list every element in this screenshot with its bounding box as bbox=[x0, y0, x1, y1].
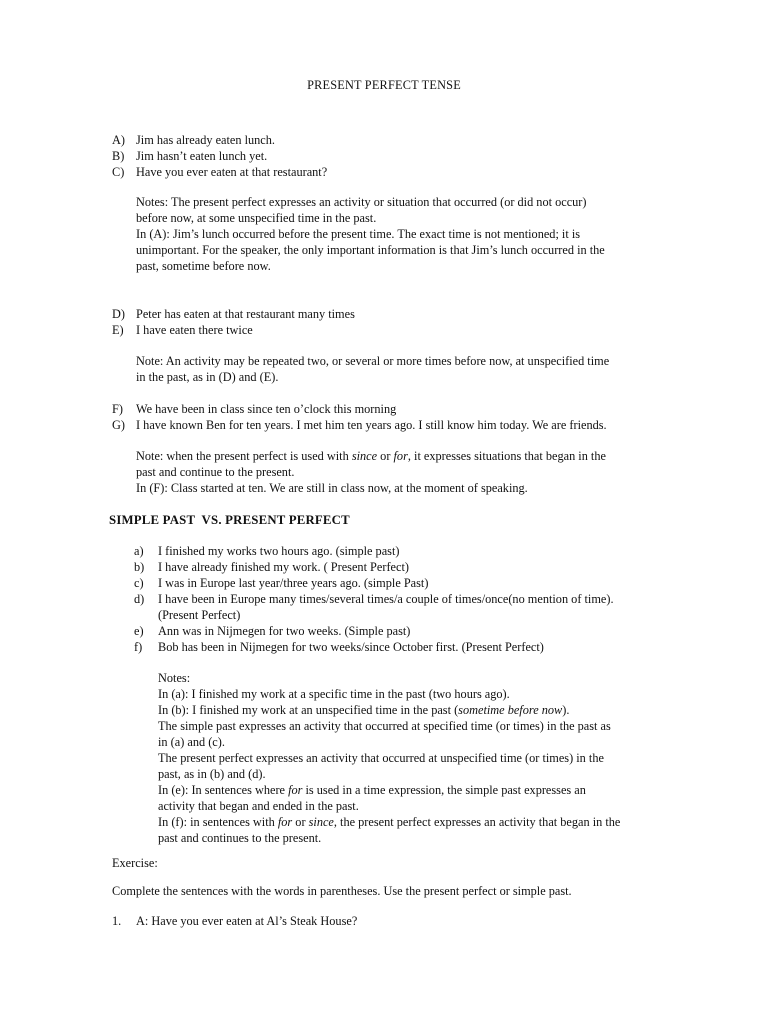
note-line: past, sometime before now. bbox=[136, 259, 271, 273]
exercise-instruction: Complete the sentences with the words in parentheses. Use the present perfect or simple past. bbox=[112, 884, 572, 898]
sub-item-label: b) bbox=[134, 560, 145, 574]
note-line: activity that began and ended in the past. bbox=[158, 799, 359, 813]
example-d bbox=[112, 306, 355, 322]
notes-title: Notes: bbox=[158, 671, 191, 685]
sub-item-label: e) bbox=[134, 624, 144, 638]
note-line: past and continues to the present. bbox=[158, 831, 322, 845]
example-label: F) bbox=[112, 402, 123, 416]
note-line: Note: An activity may be repeated two, or several or more times before now, at unspecified time bbox=[136, 354, 610, 368]
italic-for: for bbox=[288, 783, 303, 797]
note-line: Notes: The present perfect expresses an activity or situation that occurred (or did not occur) bbox=[136, 195, 587, 209]
question-number: 1. bbox=[112, 914, 122, 928]
example-text: Jim hasn’t eaten lunch yet. bbox=[136, 149, 268, 163]
italic-for: for bbox=[393, 449, 408, 463]
note-line: In (F): Class started at ten. We are still in class now, at the moment of speaking. bbox=[136, 481, 528, 495]
example-a bbox=[112, 132, 275, 148]
example-c bbox=[112, 164, 327, 180]
note-line: Note: when the present perfect is used with since or for, it expresses situations that began in the bbox=[136, 449, 606, 463]
exercise-title: Exercise: bbox=[112, 856, 158, 870]
note-line: before now, at some unspecified time in the past. bbox=[136, 211, 377, 225]
example-text: I have known Ben for ten years. I met him ten years ago. I still know him today. We are friends. bbox=[136, 418, 607, 432]
sub-item-text: Bob has been in Nijmegen for two weeks/since October first. (Present Perfect) bbox=[158, 640, 544, 654]
sub-item-b bbox=[134, 559, 409, 575]
example-text: Jim has already eaten lunch. bbox=[136, 133, 275, 147]
sub-item-label: a) bbox=[134, 544, 144, 558]
sub-item-text: I have been in Europe many times/several times/a couple of times/once(no mention of time). bbox=[158, 592, 614, 606]
note-line: in (a) and (c). bbox=[158, 735, 225, 749]
note-line: In (f): in sentences with for or since, the present perfect expresses an activity that began in the bbox=[158, 815, 621, 829]
sub-item-text: Ann was in Nijmegen for two weeks. (Simple past) bbox=[158, 624, 411, 638]
note-line: In (a): I finished my work at a specific time in the past (two hours ago). bbox=[158, 687, 510, 701]
exercise-question-1 bbox=[112, 913, 357, 929]
italic-for: for bbox=[277, 815, 293, 829]
italic-since: since bbox=[351, 449, 378, 463]
notes-group-3 bbox=[136, 448, 676, 496]
sub-item-label: d) bbox=[134, 592, 145, 606]
example-text: I have eaten there twice bbox=[136, 323, 253, 337]
example-text: Have you ever eaten at that restaurant? bbox=[136, 165, 328, 179]
sub-item-d bbox=[134, 591, 614, 607]
notes-section-2 bbox=[158, 670, 688, 846]
example-label: G) bbox=[112, 418, 125, 432]
sub-item-c bbox=[134, 575, 428, 591]
note-line: In (b): I finished my work at an unspecified time in the past (sometime before now). bbox=[158, 703, 570, 717]
sub-item-a bbox=[134, 543, 399, 559]
example-label: E) bbox=[112, 323, 124, 337]
example-label: A) bbox=[112, 133, 125, 147]
section-heading: SIMPLE PAST VS. PRESENT PERFECT bbox=[109, 513, 350, 527]
example-b bbox=[112, 148, 267, 164]
example-g bbox=[112, 417, 607, 433]
italic-since: since bbox=[308, 815, 334, 829]
note-line: The present perfect expresses an activity that occurred at unspecified time (or times) in the bbox=[158, 751, 604, 765]
italic-phrase: sometime before now bbox=[458, 703, 563, 717]
example-label: B) bbox=[112, 149, 125, 163]
sub-item-text: I have already finished my work. ( Present Perfect) bbox=[158, 560, 409, 574]
question-text: A: Have you ever eaten at Al’s Steak House? bbox=[136, 914, 358, 928]
example-f bbox=[112, 401, 396, 417]
example-text: We have been in class since ten o’clock this morning bbox=[136, 402, 397, 416]
note-line: in the past, as in (D) and (E). bbox=[136, 370, 279, 384]
sub-item-f bbox=[134, 639, 544, 655]
sub-item-text: I finished my works two hours ago. (simple past) bbox=[158, 544, 400, 558]
sub-item-label: c) bbox=[134, 576, 144, 590]
note-line: In (A): Jim’s lunch occurred before the present time. The exact time is not mentioned; it is bbox=[136, 227, 581, 241]
sub-item-d-continued: (Present Perfect) bbox=[158, 608, 241, 622]
note-line: unimportant. For the speaker, the only important information is that Jim’s lunch occurred in the bbox=[136, 243, 605, 257]
note-line: The simple past expresses an activity that occurred at specified time (or times) in the past as bbox=[158, 719, 611, 733]
note-line: past, as in (b) and (d). bbox=[158, 767, 266, 781]
sub-item-text: I was in Europe last year/three years ago. (simple Past) bbox=[158, 576, 429, 590]
example-label: D) bbox=[112, 307, 125, 321]
note-line: In (e): In sentences where for is used in a time expression, the simple past expresses an bbox=[158, 783, 586, 797]
note-line: past and continue to the present. bbox=[136, 465, 295, 479]
notes-group-1 bbox=[136, 194, 676, 274]
example-text: Peter has eaten at that restaurant many times bbox=[136, 307, 355, 321]
example-e bbox=[112, 322, 253, 338]
example-label: C) bbox=[112, 165, 125, 179]
sub-item-e bbox=[134, 623, 410, 639]
sub-item-label: f) bbox=[134, 640, 143, 654]
page-title: PRESENT PERFECT TENSE bbox=[307, 78, 461, 92]
notes-group-2 bbox=[136, 353, 676, 385]
